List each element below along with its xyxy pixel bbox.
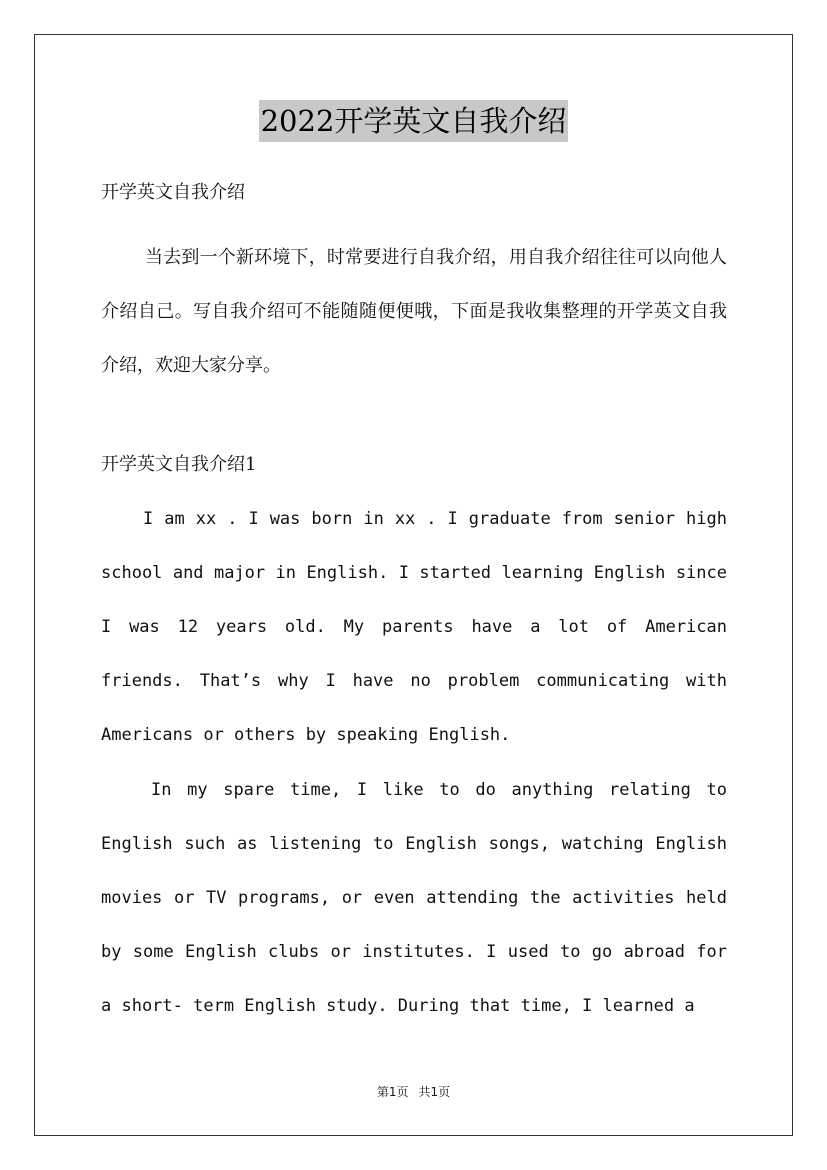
body-paragraph-2: In my spare time, I like to do anything relating to English such as listening to English songs, watching English movies or TV programs, or even attending the activities held by some English clubs or institutes. I used to go abroad for a short- term English study. During that time, I learned a [101, 780, 727, 1016]
page-number: 第1页 [376, 1085, 409, 1099]
section-heading: 开学英文自我介绍1 [101, 454, 257, 475]
document-title: 2022开学英文自我介绍 [259, 100, 569, 142]
total-pages: 共1页 [418, 1085, 451, 1099]
page-footer [0, 1083, 827, 1101]
body-paragraph-1: I am xx . I was born in xx . I graduate from senior high school and major in English. I started learning English since I was 12 years old. My parents have a lot of American friends. That’s why I have no problem communicating with Americans or others by speaking English. [101, 509, 727, 745]
intro-paragraph: 当去到一个新环境下，时常要进行自我介绍，用自我介绍往往可以向他人介绍自己。写自我介绍可不能随随便便哦，下面是我收集整理的开学英文自我介绍，欢迎大家分享。 [101, 247, 727, 376]
document-subtitle: 开学英文自我介绍 [101, 182, 245, 203]
title-container [0, 100, 827, 142]
